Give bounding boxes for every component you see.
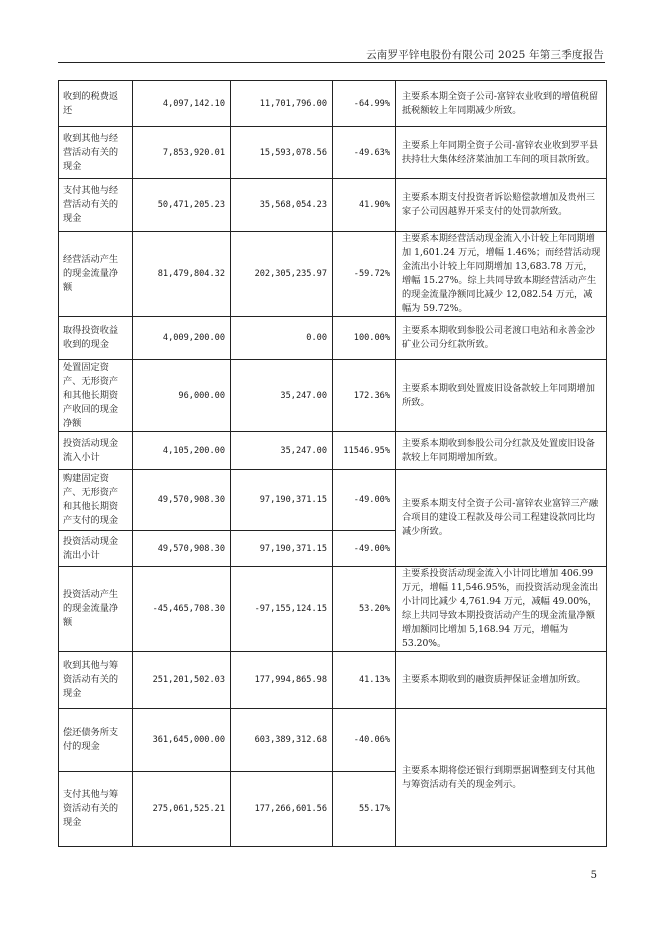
row-item-label: 处置固定资产、无形资产和其他长期资产收回的现金净额 bbox=[59, 360, 133, 432]
prior-period-value: 11,701,796.00 bbox=[231, 81, 333, 127]
prior-period-value: 35,568,054.23 bbox=[231, 179, 333, 232]
change-reason: 主要系本期收到处置废旧设备款较上年同期增加所致。 bbox=[396, 360, 607, 432]
row-item-label: 收到其他与筹资活动有关的现金 bbox=[59, 652, 133, 709]
header-divider bbox=[58, 62, 605, 63]
row-item-label: 投资活动现金流入小计 bbox=[59, 432, 133, 470]
table-row bbox=[59, 709, 607, 772]
prior-period-value: -97,155,124.15 bbox=[231, 567, 333, 652]
change-reason: 主要系本期收到的融资质押保证金增加所致。 bbox=[396, 652, 607, 709]
table-row bbox=[59, 232, 607, 317]
change-rate: 53.20% bbox=[333, 567, 396, 652]
change-reason: 主要系本期收到参股公司老渡口电站和永善金沙矿业公司分红款所致。 bbox=[396, 317, 607, 360]
prior-period-value: 202,305,235.97 bbox=[231, 232, 333, 317]
change-reason: 主要系上年同期全资子公司-富锌农业收到罗平县扶持壮大集体经济菜油加工车间的项目款所致。 bbox=[396, 127, 607, 179]
change-rate: -59.72% bbox=[333, 232, 396, 317]
prior-period-value: 0.00 bbox=[231, 317, 333, 360]
table-row bbox=[59, 360, 607, 432]
change-reason: 主要系本期支付全资子公司-富锌农业富锌三产融合项目的建设工程款及母公司工程建设款同比均减少所致。 bbox=[396, 470, 607, 567]
current-period-value: 50,471,205.23 bbox=[133, 179, 231, 232]
prior-period-value: 97,190,371.15 bbox=[231, 531, 333, 567]
table-row bbox=[59, 317, 607, 360]
prior-period-value: 177,994,865.98 bbox=[231, 652, 333, 709]
current-period-value: 7,853,920.01 bbox=[133, 127, 231, 179]
change-rate: 172.36% bbox=[333, 360, 396, 432]
change-rate: 41.90% bbox=[333, 179, 396, 232]
row-item-label: 取得投资收益收到的现金 bbox=[59, 317, 133, 360]
table-row bbox=[59, 470, 607, 531]
change-rate: 41.13% bbox=[333, 652, 396, 709]
change-reason: 主要系投资活动现金流入小计同比增加 406.99 万元，增幅 11,546.95%，而投资活动现金流出小计同比减少 4,761.94 万元，减幅 49.00%，综上共同导致本期投资活动产生的现金流量净额增加额同比增加 5,168.94 万元，增幅为 53.20%。 bbox=[396, 567, 607, 652]
change-rate: 100.00% bbox=[333, 317, 396, 360]
row-item-label: 支付其他与筹资活动有关的现金 bbox=[59, 772, 133, 847]
table-row bbox=[59, 567, 607, 652]
table-row bbox=[59, 652, 607, 709]
current-period-value: 81,479,804.32 bbox=[133, 232, 231, 317]
current-period-value: 4,009,200.00 bbox=[133, 317, 231, 360]
current-period-value: 49,570,908.30 bbox=[133, 531, 231, 567]
table-row bbox=[59, 127, 607, 179]
prior-period-value: 15,593,078.56 bbox=[231, 127, 333, 179]
change-rate: -40.06% bbox=[333, 709, 396, 772]
current-period-value: 4,105,200.00 bbox=[133, 432, 231, 470]
row-item-label: 支付其他与经营活动有关的现金 bbox=[59, 179, 133, 232]
current-period-value: 49,570,908.30 bbox=[133, 470, 231, 531]
current-period-value: 4,097,142.10 bbox=[133, 81, 231, 127]
row-item-label: 投资活动现金流出小计 bbox=[59, 531, 133, 567]
change-rate: 11546.95% bbox=[333, 432, 396, 470]
change-reason: 主要系本期收到参股公司分红款及处置废旧设备款较上年同期增加所致。 bbox=[396, 432, 607, 470]
change-reason: 主要系本期支付投资者诉讼赔偿款增加及贵州三家子公司因越界开采支付的处罚款所致。 bbox=[396, 179, 607, 232]
table-row bbox=[59, 81, 607, 127]
prior-period-value: 35,247.00 bbox=[231, 432, 333, 470]
table-row bbox=[59, 179, 607, 232]
change-rate: 55.17% bbox=[333, 772, 396, 847]
cash-flow-change-table bbox=[58, 80, 607, 847]
change-reason: 主要系本期经营活动现金流入小计较上年同期增加 1,601.24 万元，增幅 1.46%；而经营活动现金流出小计较上年同期增加 13,683.78 万元，增幅 15.27%。综上共同导致本期经营活动产生的现金流量净额同比减少 12,082.54 万元，减幅为 59.72%。 bbox=[396, 232, 607, 317]
row-item-label: 购建固定资产、无形资产和其他长期资产支付的现金 bbox=[59, 470, 133, 531]
row-item-label: 经营活动产生的现金流量净额 bbox=[59, 232, 133, 317]
current-period-value: 275,061,525.21 bbox=[133, 772, 231, 847]
prior-period-value: 35,247.00 bbox=[231, 360, 333, 432]
change-rate: -49.00% bbox=[333, 531, 396, 567]
row-item-label: 投资活动产生的现金流量净额 bbox=[59, 567, 133, 652]
row-item-label: 收到其他与经营活动有关的现金 bbox=[59, 127, 133, 179]
change-reason: 主要系本期将偿还银行到期票据调整到支付其他与筹资活动有关的现金列示。 bbox=[396, 709, 607, 847]
page-number: 5 bbox=[590, 870, 597, 881]
change-reason: 主要系本期全资子公司-富锌农业收到的增值税留抵税额较上年同期减少所致。 bbox=[396, 81, 607, 127]
row-item-label: 偿还债务所支付的现金 bbox=[59, 709, 133, 772]
prior-period-value: 97,190,371.15 bbox=[231, 470, 333, 531]
row-item-label: 收到的税费返还 bbox=[59, 81, 133, 127]
current-period-value: 361,645,000.00 bbox=[133, 709, 231, 772]
change-rate: -49.00% bbox=[333, 470, 396, 531]
report-header-title: 云南罗平锌电股份有限公司 2025 年第三季度报告 bbox=[366, 49, 604, 61]
prior-period-value: 603,389,312.68 bbox=[231, 709, 333, 772]
current-period-value: 251,201,502.03 bbox=[133, 652, 231, 709]
prior-period-value: 177,266,601.56 bbox=[231, 772, 333, 847]
table-row bbox=[59, 432, 607, 470]
change-rate: -49.63% bbox=[333, 127, 396, 179]
current-period-value: 96,000.00 bbox=[133, 360, 231, 432]
current-period-value: -45,465,708.30 bbox=[133, 567, 231, 652]
change-rate: -64.99% bbox=[333, 81, 396, 127]
